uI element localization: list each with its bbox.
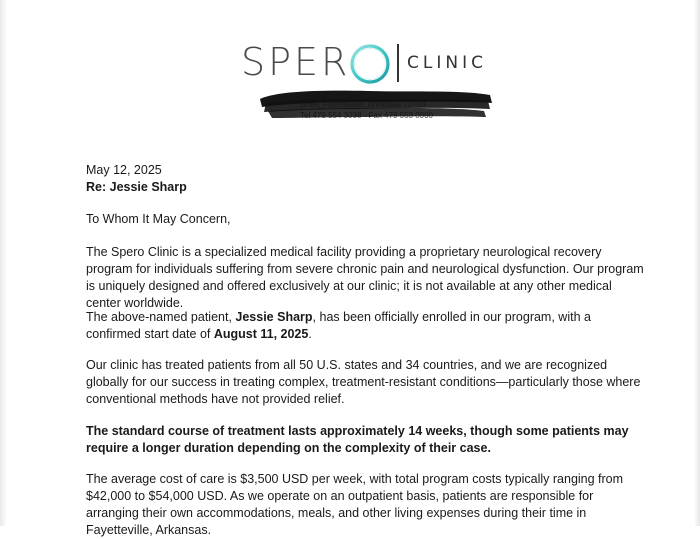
- paragraph-enrollment: [86, 309, 646, 343]
- letter-date: May 12, 2025: [86, 163, 162, 177]
- start-date: August 11, 2025: [213, 327, 309, 341]
- letter-subject: Re: Jessie Sharp: [86, 180, 187, 194]
- letter-salutation: To Whom It May Concern,: [86, 212, 231, 226]
- logo-clinic-text: CLINIC: [407, 53, 487, 73]
- enrollment-text-b: , has been officially enrolled in our program, with a confirmed start date of: [86, 310, 591, 341]
- patient-name: Jessie Sharp: [235, 310, 313, 324]
- page-shadow-right: [694, 0, 700, 526]
- paragraph-reach: Our clinic has treated patients from all 50 U.S. states and 34 countries, and we are recognized globally for our success in treating complex, treatment-resistant conditions—particularly those where conventional methods have not provided relief.: [86, 358, 641, 406]
- logo-ring-icon: [348, 42, 392, 86]
- logo-divider: [397, 44, 399, 82]
- enrollment-text-c: .: [308, 327, 312, 341]
- clinic-logo: [241, 40, 491, 86]
- paragraph-costs: The average cost of care is $3,500 USD per week, with total program costs typically ranging from $42,000 to $54,000 USD. As we operate on an outpatient basis, patients are responsible for arranging their own accommodations, meals, and other living expenses during their time in Fayetteville, Arkansas.: [86, 472, 624, 537]
- logo-brand-text: SPER: [241, 40, 351, 84]
- page-shadow-left: [0, 0, 7, 526]
- redaction-mark: [258, 87, 494, 121]
- paragraph-clinic-intro: The Spero Clinic is a specialized medical facility providing a proprietary neurological recovery program for individuals suffering from severe chronic pain and neurological dysfunction. Our program is uniquely designed and offered exclusively at our clinic; it is not available at any other medical center worldwide.: [86, 245, 644, 310]
- paragraph-treatment-duration: The standard course of treatment lasts approximately 14 weeks, though some patients may require a longer duration depending on the complexity of their case.: [86, 424, 629, 455]
- enrollment-text-a: The above-named patient,: [86, 310, 236, 324]
